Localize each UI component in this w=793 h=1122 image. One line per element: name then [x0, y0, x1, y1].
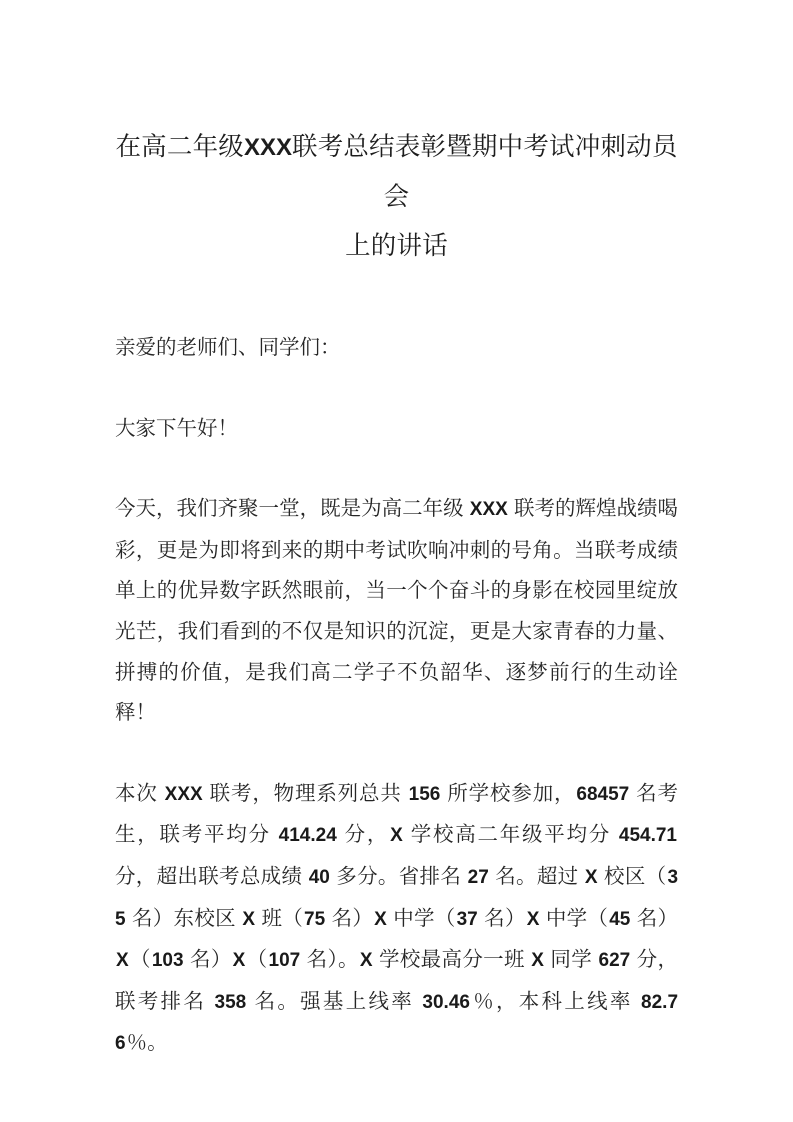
inline-figure: XXX — [469, 499, 508, 521]
inline-figure: 627 — [598, 950, 631, 972]
inline-figure: 45 — [609, 908, 631, 930]
inline-figure: X — [232, 950, 246, 972]
page-title — [115, 0, 678, 270]
inline-figure: X — [116, 950, 129, 972]
inline-figure: 454.71 — [618, 825, 678, 847]
inline-figure: X — [359, 950, 373, 972]
greeting: 大家下午好！ — [115, 417, 238, 440]
document-body — [115, 328, 678, 1065]
title-line-two: 上的讲话 — [345, 231, 448, 260]
inline-figure: 68457 — [576, 783, 630, 805]
inline-figure: 35 — [115, 866, 679, 930]
inline-figure: X — [526, 908, 540, 930]
inline-figure: 27 — [467, 866, 489, 888]
inline-figure: X — [242, 908, 256, 930]
inline-figure: 103 — [151, 950, 184, 972]
inline-figure: X — [531, 950, 544, 972]
title-prefix: 在高二年级 — [115, 132, 244, 161]
inline-figure: XXX — [164, 783, 203, 805]
inline-figure: 358 — [214, 991, 247, 1013]
statistics-paragraph: 本次 XXX 联考，物理系列总共 156 所学校参加，68457 名考生，联考平均分 414.24 分，X 学校高二年级平均分 454.71 分，超出联考总成绩 40 多分。省排名 27 名。超过 X 校区（35 名）东校区 X 班（75 名）X 中学（37 名）X 中学（45 名）X（103 名）X（107 名）。X 学校最高分一班 X 同学 627 分，联考排名 358 名。强基上线率 30.46％，本科上线率 82.76％。 — [115, 782, 679, 1055]
inline-figure: 414.24 — [278, 825, 337, 847]
inline-figure: 40 — [308, 866, 330, 888]
inline-figure: 37 — [456, 908, 478, 930]
opening-paragraph: 今天，我们齐聚一堂，既是为高二年级 XXX 联考的辉煌战绩喝彩，更是为即将到来的期中考试吹响冲刺的号角。当联考成绩单上的优异数字跃然眼前，当一个个奋斗的身影在校园里绽放光芒，我们看到的不仅是知识的沉淀，更是大家青春的力量、拼搏的价值，是我们高二学子不负韶华、逐梦前行的生动诠释！ — [115, 498, 679, 725]
title-latin-xxx: XXX — [243, 134, 293, 161]
inline-figure: X — [584, 866, 598, 888]
inline-figure: 156 — [408, 783, 441, 805]
inline-figure: X — [390, 825, 403, 847]
inline-figure: 30.46 — [422, 991, 470, 1013]
inline-figure: 75 — [304, 908, 326, 930]
inline-figure: 82.76 — [115, 991, 679, 1055]
inline-figure: X — [374, 908, 387, 930]
title-suffix: 联考总结表彰暨期中考试冲刺动员会 — [292, 132, 678, 211]
salutation: 亲爱的老师们、同学们： — [115, 337, 341, 359]
inline-figure: 107 — [268, 950, 301, 972]
